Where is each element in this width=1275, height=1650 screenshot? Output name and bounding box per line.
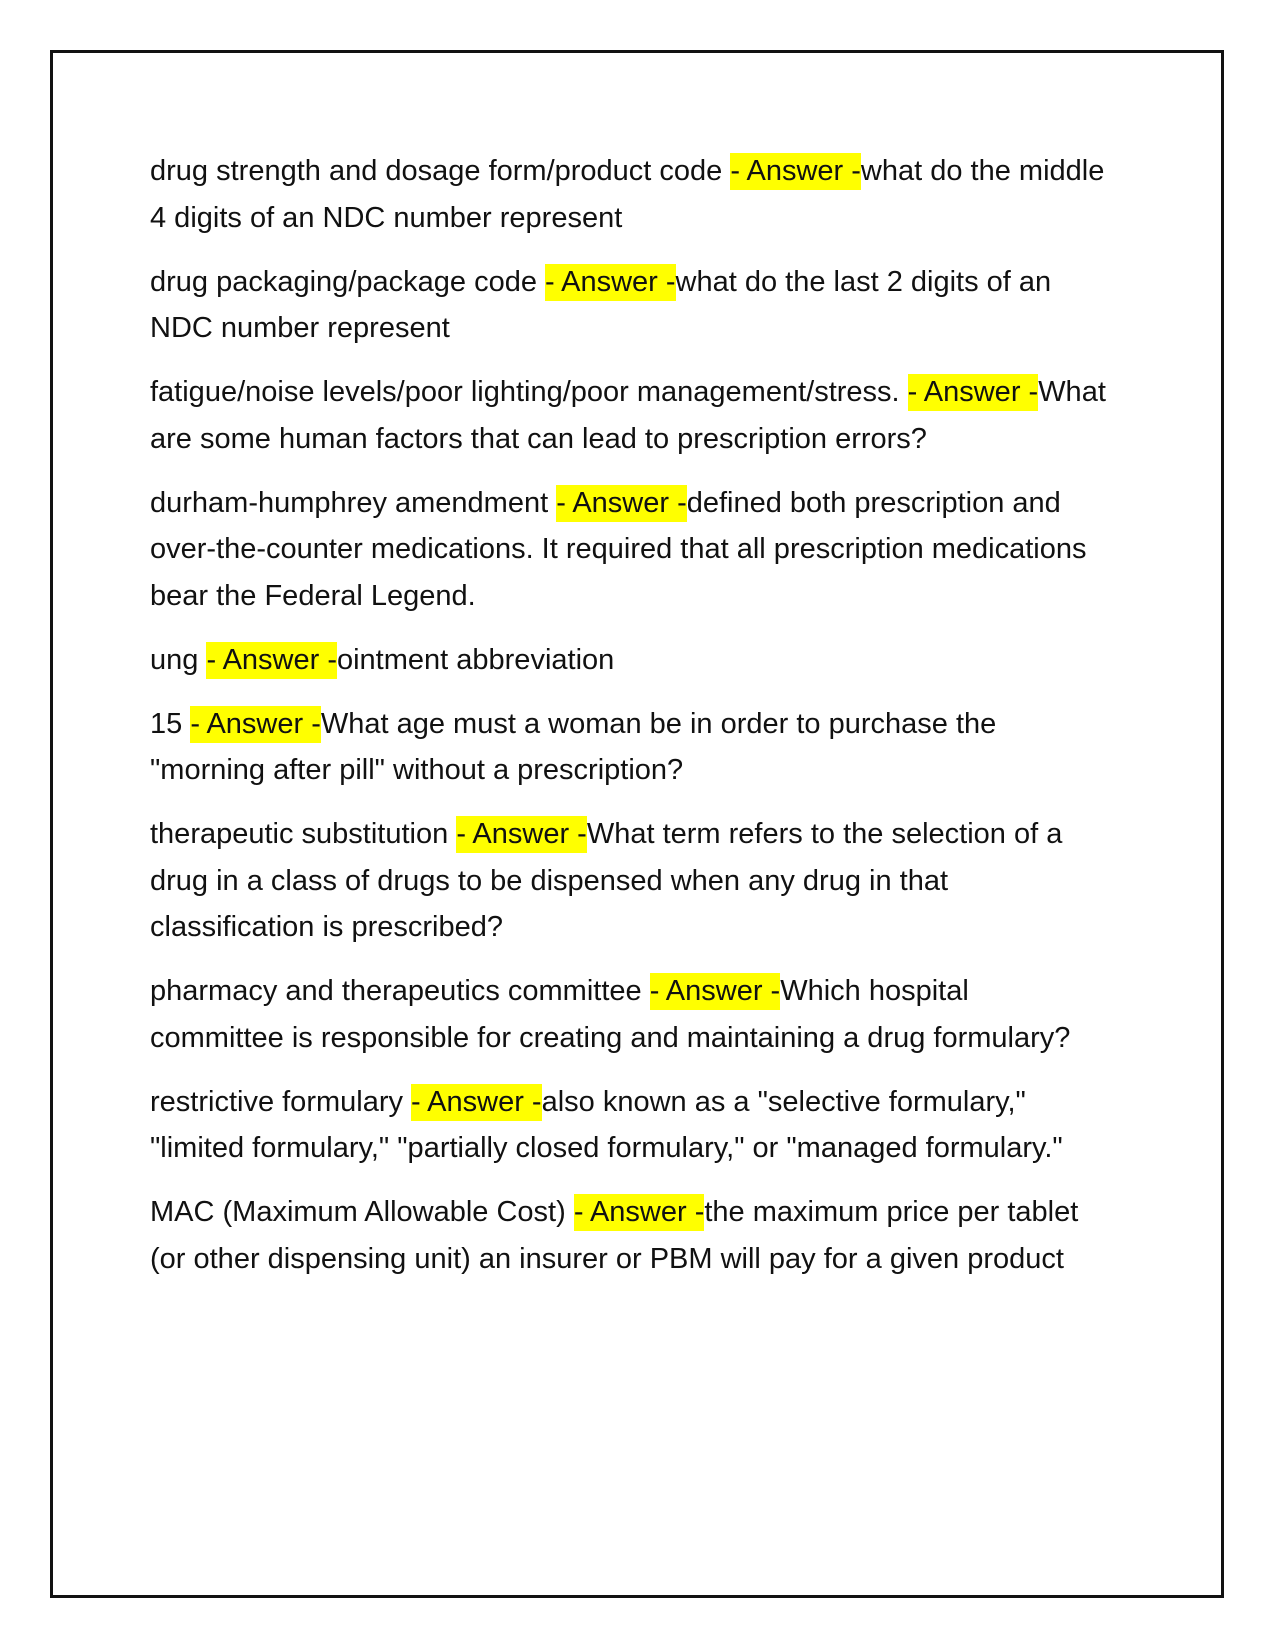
answer-marker: - Answer -	[574, 1194, 705, 1231]
answer-marker: - Answer -	[908, 374, 1039, 411]
term-text: durham-humphrey amendment	[150, 486, 557, 519]
flashcard-item	[150, 369, 1110, 462]
answer-marker: - Answer -	[545, 264, 676, 301]
answer-marker: - Answer -	[456, 816, 587, 853]
definition-text: Which hospital committee is responsible for creating and maintaining a drug formulary?	[150, 975, 1071, 1054]
term-text: restrictive formulary	[150, 1085, 412, 1118]
flashcard-item	[150, 811, 1110, 951]
flashcard-item	[150, 259, 1110, 352]
term-text: therapeutic substitution	[150, 818, 457, 850]
definition-text: defined both prescription and over-the-counter medications. It required that all prescription medications bear the Federal Legend.	[150, 486, 1087, 612]
term-text: fatigue/noise levels/poor lighting/poor management/stress.	[150, 376, 908, 408]
term-text: ung	[150, 643, 207, 676]
definition-text: ointment abbreviation	[336, 643, 615, 676]
answer-marker: - Answer -	[190, 706, 321, 743]
answer-marker: - Answer -	[206, 642, 337, 679]
definition-text: what do the last 2 digits of an NDC number represent	[150, 265, 1052, 344]
definition-text: What age must a woman be in order to purchase the "morning after pill" without a prescription?	[150, 707, 997, 786]
flashcard-item	[150, 1079, 1110, 1172]
term-text: drug strength and dosage form/product code	[150, 155, 731, 187]
flashcard-item	[150, 637, 1110, 684]
definition-text: also known as a "selective formulary," "limited formulary," "partially closed formulary," or "managed formulary."	[150, 1085, 1063, 1164]
definition-text: what do the middle 4 digits of an NDC number represent	[150, 155, 1105, 234]
flashcard-item	[150, 701, 1110, 794]
definition-text: What are some human factors that can lead to prescription errors?	[150, 376, 1106, 455]
term-text: pharmacy and therapeutics committee	[150, 975, 650, 1007]
flashcard-item	[150, 148, 1110, 241]
term-text: drug packaging/package code	[150, 265, 546, 298]
definition-text: the maximum price per tablet (or other dispensing unit) an insurer or PBM will pay for a given product	[150, 1196, 1079, 1275]
answer-marker: - Answer -	[730, 153, 861, 190]
answer-marker: - Answer -	[556, 485, 687, 522]
answer-marker: - Answer -	[650, 973, 781, 1010]
flashcard-item	[150, 1189, 1110, 1282]
term-text: 15	[150, 707, 191, 740]
definition-text: What term refers to the selection of a drug in a class of drugs to be dispensed when any drug in that classification is prescribed?	[150, 818, 1063, 943]
answer-marker: - Answer -	[411, 1084, 542, 1121]
term-text: MAC (Maximum Allowable Cost)	[150, 1196, 574, 1228]
flashcard-list	[150, 148, 1110, 1300]
flashcard-item	[150, 480, 1110, 620]
flashcard-item	[150, 968, 1110, 1061]
